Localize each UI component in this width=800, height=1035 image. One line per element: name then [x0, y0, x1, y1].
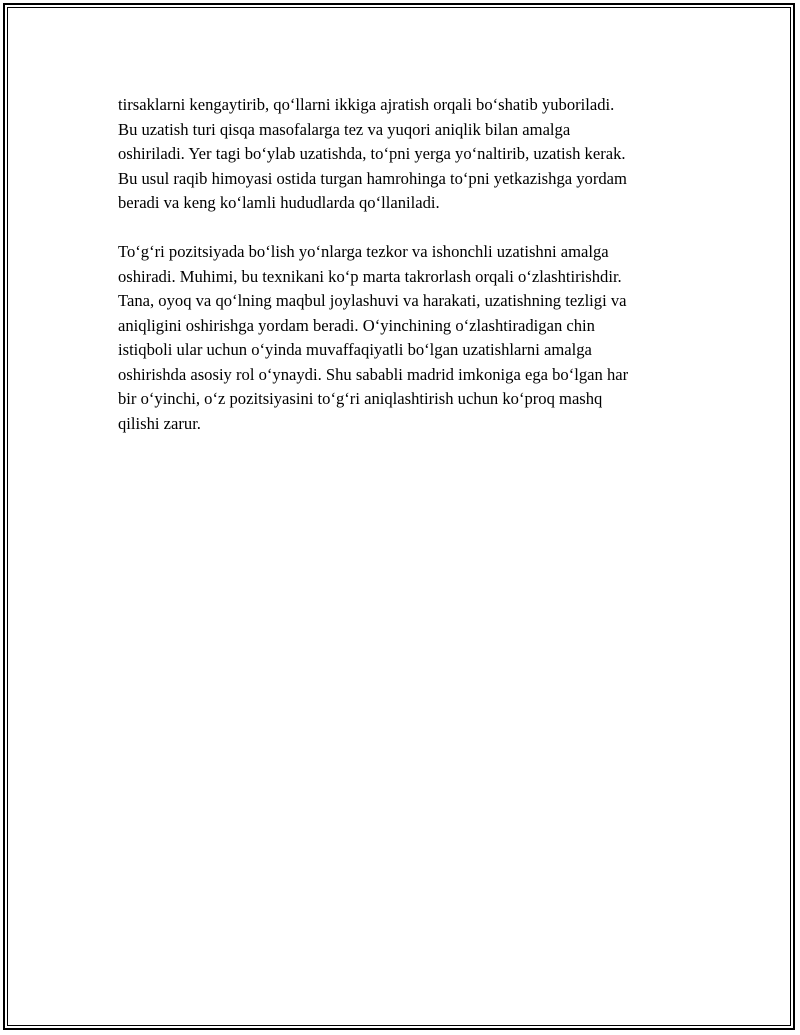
text-line: qilishi zarur.	[118, 413, 201, 433]
text-line: Bu uzatish turi qisqa masofalarga tez va yuqori aniqlik bilan amalga	[118, 119, 571, 139]
text-line: aniqligini oshirishga yordam beradi. O‘yinchining o‘zlashtiradigan chin	[118, 315, 595, 335]
document-body	[118, 93, 698, 461]
text-line: oshirishda asosiy rol o‘ynaydi. Shu sababli madrid imkoniga ega bo‘lgan har	[118, 364, 629, 384]
text-line: oshiradi. Muhimi, bu texnikani ko‘p marta takrorlash orqali o‘zlashtirishdir.	[118, 266, 622, 286]
text-line: bir o‘yinchi, o‘z pozitsiyasini to‘g‘ri aniqlashtirish uchun ko‘proq mashq	[118, 389, 603, 408]
text-line: beradi va keng ko‘lamli hududlarda qo‘llaniladi.	[118, 193, 440, 212]
text-line: oshiriladi. Yer tagi bo‘ylab uzatishda, to‘pni yerga yo‘naltirib, uzatish kerak.	[118, 144, 626, 163]
text-line: To‘g‘ri pozitsiyada bo‘lish yo‘nlarga tezkor va ishonchli uzatishni amalga	[118, 242, 609, 261]
text-line: Tana, oyoq va qo‘lning maqbul joylashuvi va harakati, uzatishning tezligi va	[118, 291, 627, 310]
text-line: istiqboli ular uchun o‘yinda muvaffaqiyatli bo‘lgan uzatishlarni amalga	[118, 340, 592, 359]
text-line: tirsaklarni kengaytirib, qo‘llarni ikkiga ajratish orqali bo‘shatib yuboriladi.	[118, 95, 615, 114]
paragraph-1	[118, 93, 698, 216]
paragraph-2	[118, 240, 698, 436]
text-line: Bu usul raqib himoyasi ostida turgan hamrohinga to‘pni yetkazishga yordam	[118, 168, 627, 188]
